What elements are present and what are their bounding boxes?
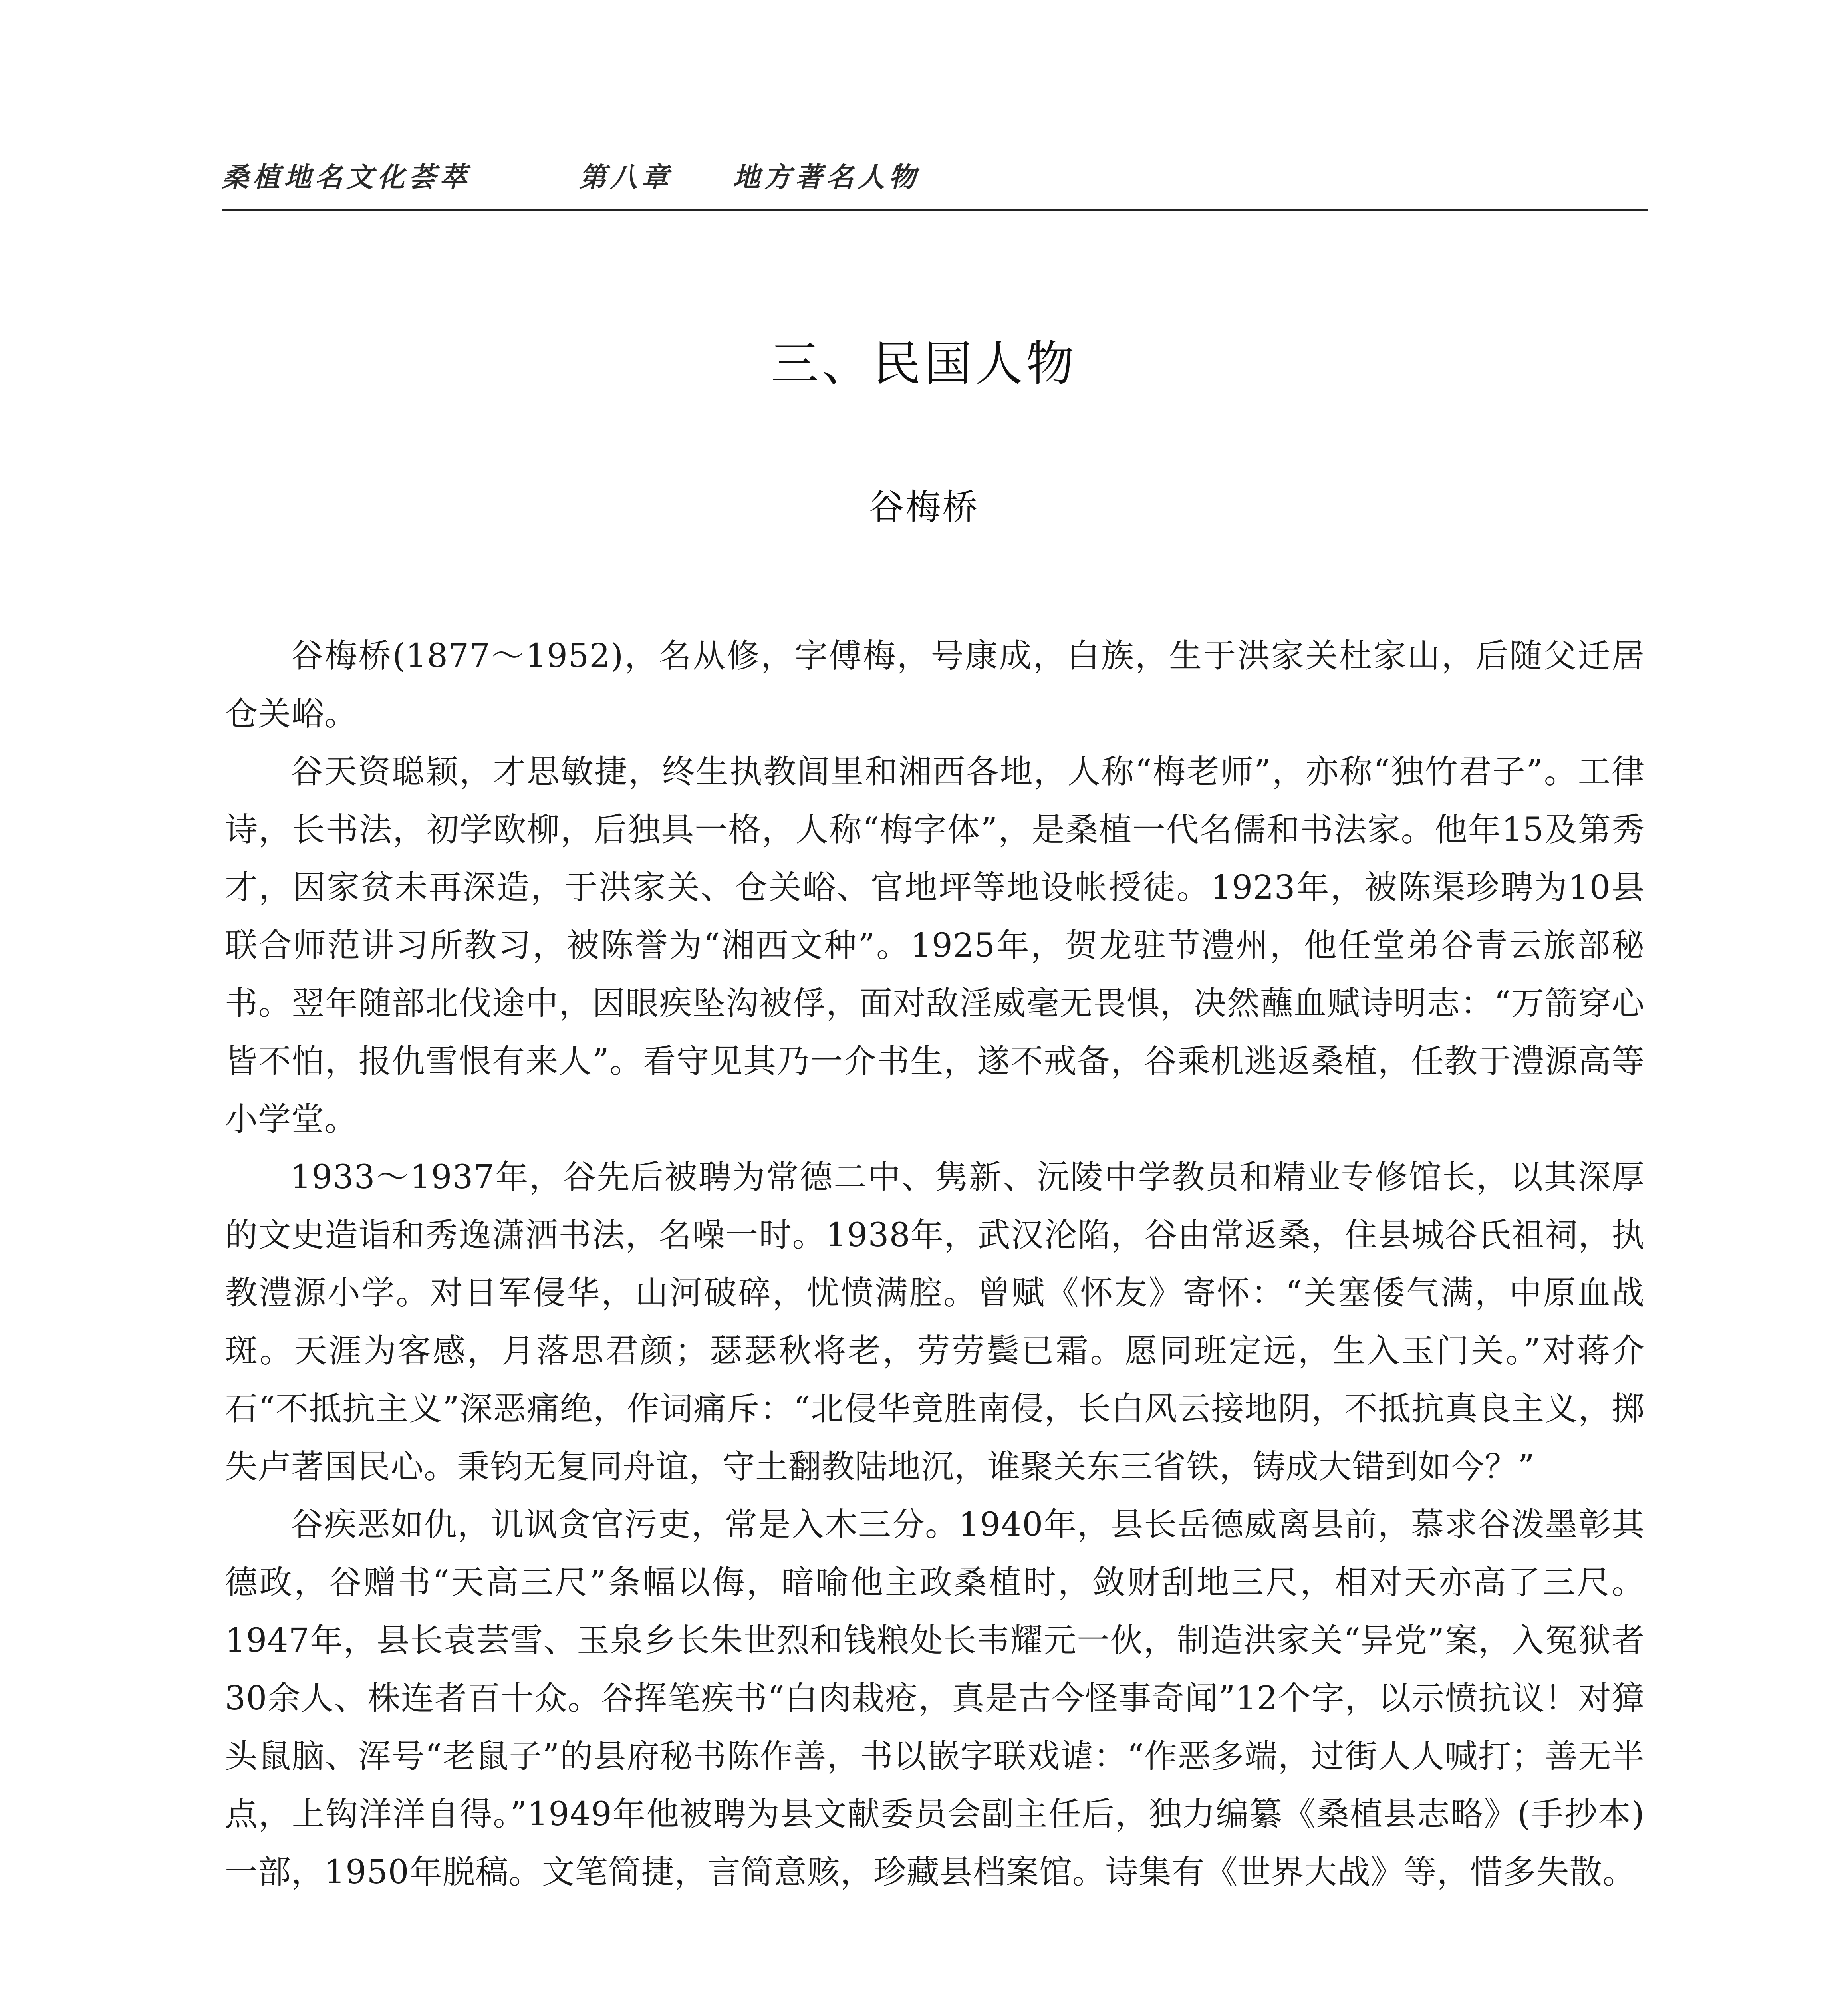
header-rule: [222, 209, 1648, 211]
paragraph: 谷梅桥(1877～1952)，名从修，字傅梅，号康成，白族，生于洪家关杜家山，后随父迁居仓关峪。: [225, 637, 1645, 733]
running-header: [222, 156, 1648, 208]
section-title: 三、民国人物: [770, 336, 1078, 392]
paragraph: 1933～1937年，谷先后被聘为常德二中、隽新、沅陵中学教员和精业专修馆长，以其深厚的文史造诣和秀逸潇洒书法，名噪一时。1938年，武汉沦陷，谷由常返桑，住县城谷氏祖祠，执教澧源小学。对日军侵华，山河破碎，忧愤满腔。曾赋《怀友》寄怀：“关塞倭气满，中原血战斑。天涯为客感，月落思君颜；瑟瑟秋将老，劳劳鬓已霜。愿同班定远，生入玉门关。”对蒋介石“不抵抗主义”深恶痛绝，作词痛斥：“北侵华竟胜南侵，长白风云接地阴，不抵抗真良主义，掷失卢著国民心。秉钧无复同舟谊，守土翻教陆地沉，谁聚关东三省铁，铸成大错到如今？”: [225, 1158, 1645, 1486]
header-chapter-title: 地方著名人物: [733, 162, 920, 193]
paragraph: 谷疾恶如仇，讥讽贪官污吏，常是入木三分。1940年，县长岳德威离县前，慕求谷泼墨彰其德政，谷赠书“天高三尺”条幅以侮，暗喻他主政桑植时，敛财刮地三尺，相对天亦高了三尺。1947年，县长袁芸雪、玉泉乡长朱世烈和钱粮处长韦耀元一伙，制造洪家关“异党”案，入冤狱者30余人、株连者百十众。谷挥笔疾书“白肉栽疮，真是古今怪事奇闻”12个字，以示愤抗议！对獐头鼠脑、浑号“老鼠子”的县府秘书陈作善，书以嵌字联戏谑：“作恶多端，过街人人喊打；善无半点，上钩洋洋自得。”1949年他被聘为县文献委员会副主任后，独力编纂《桑植县志略》(手抄本)一部，1950年脱稿。文笔简捷，言简意赅，珍藏县档案馆。诗集有《世界大战》等，惜多失散。: [225, 1506, 1645, 1891]
body-text: [225, 627, 1645, 1901]
header-book-title: 桑植地名文化荟萃: [222, 162, 471, 193]
paragraph: 谷天资聪颖，才思敏捷，终生执教闾里和湘西各地，人称“梅老师”，亦称“独竹君子”。工律诗，长书法，初学欧柳，后独具一格，人称“梅字体”，是桑植一代名儒和书法家。他年15及第秀才，因家贫未再深造，于洪家关、仓关峪、官地坪等地设帐授徒。1923年，被陈渠珍聘为10县联合师范讲习所教习，被陈誉为“湘西文种”。1925年，贺龙驻节澧州，他任堂弟谷青云旅部秘书。翌年随部北伐途中，因眼疾坠沟被俘，面对敌淫威毫无畏惧，决然蘸血赋诗明志：“万箭穿心皆不怕，报仇雪恨有来人”。看守见其乃一介书生，遂不戒备，谷乘机逃返桑植，任教于澧源高等小学堂。: [225, 753, 1645, 1138]
header-chapter: 第八章: [579, 162, 673, 193]
person-name: 谷梅桥: [869, 486, 979, 528]
